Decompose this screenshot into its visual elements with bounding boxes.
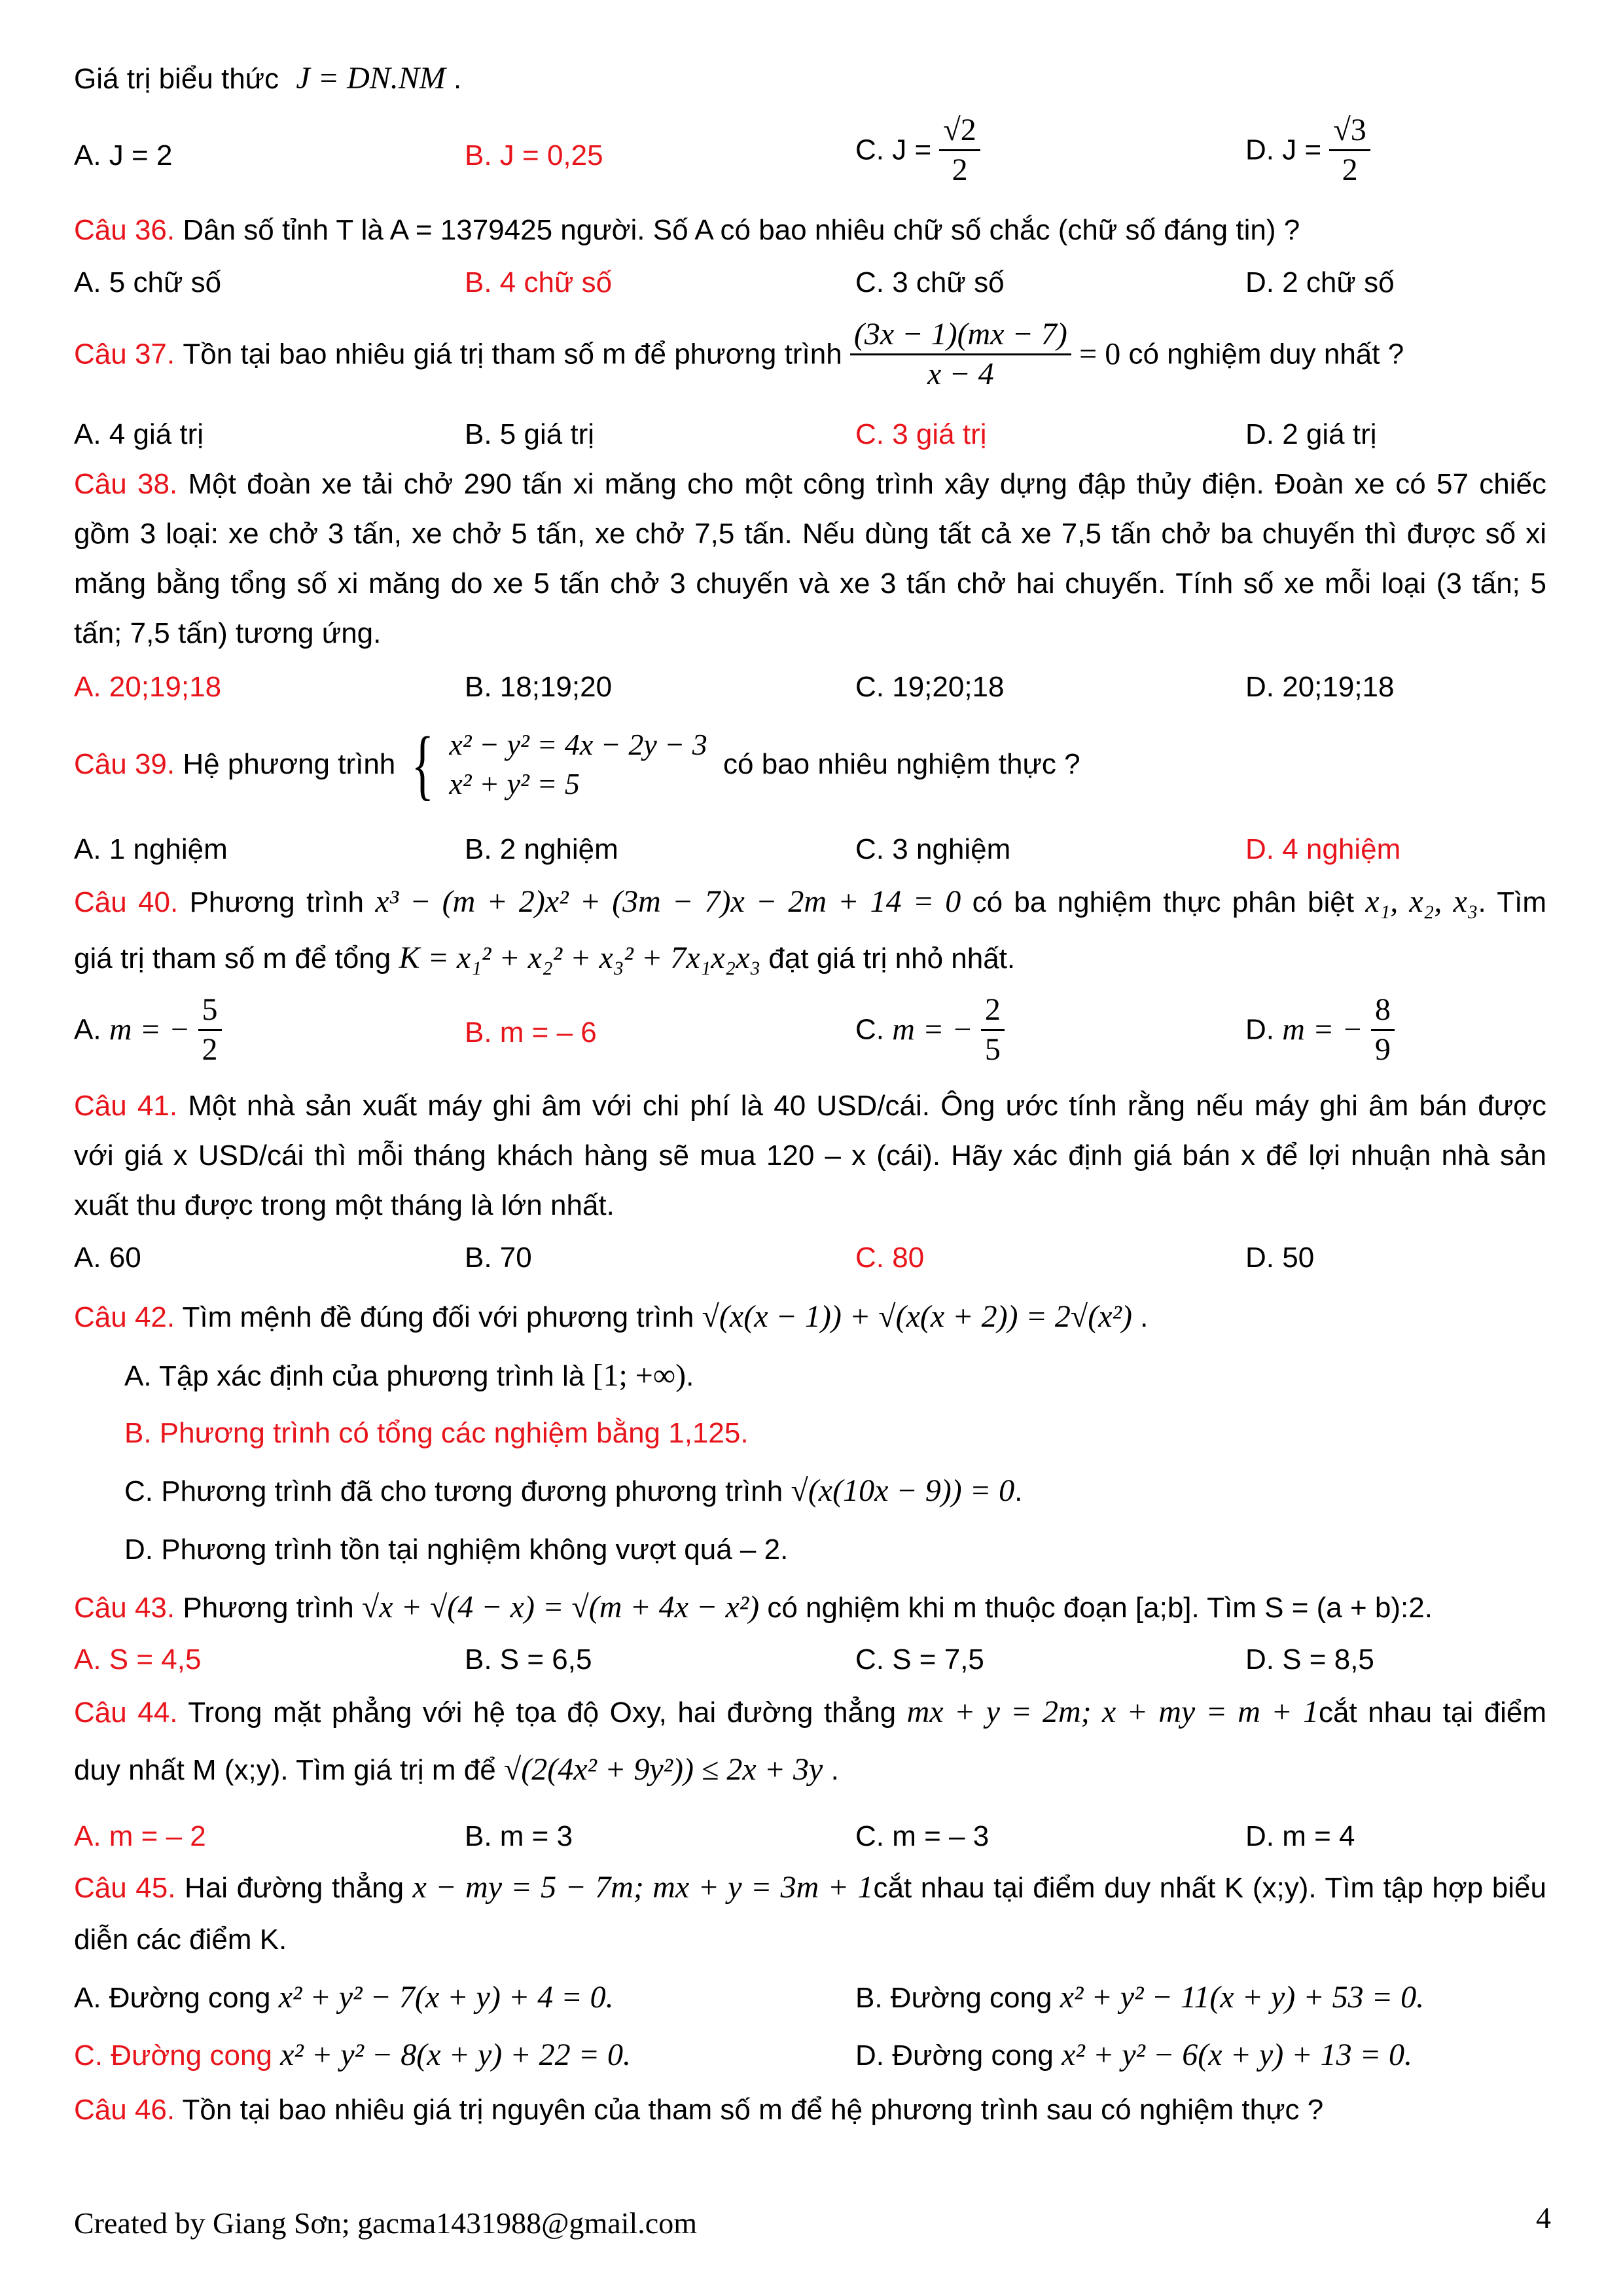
q44-option-a: A. m = – 2 <box>74 1820 206 1852</box>
q41-option-c: C. 80 <box>855 1242 925 1274</box>
fraction: $\frac{2}{5}$ <box>981 991 1005 1069</box>
footer-credit: Created by Giang Sơn; gacma1431988@gmail.com <box>74 2206 697 2240</box>
q37-option-c: C. 3 giá trị <box>855 418 987 450</box>
q42-stem: Câu 42. Tìm mệnh đề đúng đối với phương trình √(x(x − 1)) + √(x(x + 2)) = 2√(x²) . <box>74 1299 1149 1334</box>
fraction: $\frac{√3}{2}$ <box>1329 111 1370 189</box>
q41-option-d: D. 50 <box>1245 1242 1315 1274</box>
page-number: 4 <box>1536 2201 1551 2234</box>
q40-option-a: A. m = − $\frac{5}{2}$ <box>74 991 222 1069</box>
sum-expression: K = x₁² + x₂² + x₃² + 7x₁x₂x₃ <box>399 941 761 975</box>
line-equations: mx + y = 2m; x + my = m + 1 <box>906 1695 1319 1729</box>
q44-option-c: C. m = – 3 <box>855 1820 990 1852</box>
q45-stem-line2: diễn các điểm K. <box>74 1924 287 1956</box>
q46-stem: Câu 46. Tồn tại bao nhiêu giá trị nguyên của tham số m để hệ phương trình sau có nghiệm thực ? <box>74 2094 1324 2126</box>
radical-equation: √(x(x − 1)) + √(x(x + 2)) = 2√(x²) <box>702 1299 1132 1334</box>
q36-option-b: B. 4 chữ số <box>465 266 613 298</box>
q35-option-a: A. J = 2 <box>74 139 173 171</box>
q36-option-c: C. 3 chữ số <box>855 266 1005 298</box>
vector-expression: J = DN.NM <box>296 61 446 96</box>
q38-option-a: A. 20;19;18 <box>74 671 222 703</box>
q41-option-a: A. 60 <box>74 1242 141 1274</box>
fraction: $\frac{(3x - 1)(mx - 7)}{x - 4}$ <box>850 315 1071 393</box>
q36-option-d: D. 2 chữ số <box>1245 266 1395 298</box>
q35-option-b: B. J = 0,25 <box>465 139 603 171</box>
fraction: $\frac{√2}{2}$ <box>939 111 980 189</box>
q40-option-b: B. m = – 6 <box>465 1016 597 1049</box>
q35-option-d: D. J = $\frac{√3}{2}$ <box>1245 111 1370 189</box>
fraction: $\frac{8}{9}$ <box>1371 991 1395 1069</box>
q45-stem-line1: Câu 45. Hai đường thẳng x − my = 5 − 7m; mx + y = 3m + 1cắt nhau tại điểm duy nhất K (x;y). Tìm tập hợp biểu <box>74 1870 1546 1905</box>
question-number: Câu 42. <box>74 1301 175 1333</box>
equation-system: x² − y² = 4x − 2y − 3 x² + y² = 5 <box>449 728 707 800</box>
q37-option-b: B. 5 giá trị <box>465 418 595 450</box>
q44-option-b: B. m = 3 <box>465 1820 573 1852</box>
question-number: Câu 37. <box>74 338 175 370</box>
q40-option-c: C. m = − $\frac{2}{5}$ <box>855 991 1005 1069</box>
question-number: Câu 40. <box>74 886 179 918</box>
radical-equation: √x + √(4 − x) = √(m + 4x − x²) <box>361 1590 760 1624</box>
cubic-equation: x³ − (m + 2)x² + (3m − 7)x − 2m + 14 = 0 <box>375 884 961 919</box>
question-number: Câu 45. <box>74 1872 176 1904</box>
q42-option-a: A. Tập xác định của phương trình là [1; +∞). <box>124 1358 694 1393</box>
fraction: $\frac{5}{2}$ <box>198 991 222 1069</box>
q38-stem-line3: măng bằng tổng số xi măng do xe 5 tấn chở 3 chuyến và xe 3 tấn chở hai chuyến. Tính số xe mỗi loại (3 tấn; 5 <box>74 567 1546 600</box>
line-equations: x − my = 5 − 7m; mx + y = 3m + 1 <box>412 1870 874 1905</box>
q39-option-d: D. 4 nghiệm <box>1245 833 1401 865</box>
system-brace: { <box>411 721 434 808</box>
q41-stem-line1: Câu 41. Một nhà sản xuất máy ghi âm với chi phí là 40 USD/cái. Ông ước tính rằng nếu máy ghi âm bán được <box>74 1090 1546 1122</box>
q44-stem-line1: Câu 44. Trong mặt phẳng với hệ tọa độ Oxy, hai đường thẳng mx + y = 2m; x + my = m + 1cắt nhau tại điểm <box>74 1695 1547 1729</box>
q41-stem-line2: với giá x USD/cái thì mỗi tháng khách hàng sẽ mua 120 – x (cái). Hãy xác định giá bán x để lợi nhuận nhà sản <box>74 1139 1546 1172</box>
q37-option-d: D. 2 giá trị <box>1245 418 1377 450</box>
q38-option-c: C. 19;20;18 <box>855 671 1005 703</box>
q44-stem-line2: duy nhất M (x;y). Tìm giá trị m để √(2(4x² + 9y²)) ≤ 2x + 3y . <box>74 1752 839 1787</box>
q45-option-c: C. Đường cong x² + y² − 8(x + y) + 22 = 0. <box>74 2037 632 2072</box>
q42-option-b: B. Phương trình có tổng các nghiệm bằng 1,125. <box>124 1417 749 1449</box>
q44-option-d: D. m = 4 <box>1245 1820 1355 1852</box>
q43-option-b: B. S = 6,5 <box>465 1643 592 1676</box>
question-number: Câu 38. <box>74 468 178 500</box>
question-number: Câu 36. <box>74 214 175 246</box>
q38-stem-line4: tấn; 7,5 tấn) tương ứng. <box>74 617 382 649</box>
q42-option-d: D. Phương trình tồn tại nghiệm không vượt quá – 2. <box>124 1534 789 1566</box>
q40-stem-line1: Câu 40. Phương trình x³ − (m + 2)x² + (3m − 7)x − 2m + 14 = 0 có ba nghiệm thực phân biệt x₁, x₂, x₃. Tìm <box>74 884 1547 919</box>
question-number: Câu 41. <box>74 1090 178 1122</box>
q37-option-a: A. 4 giá trị <box>74 418 204 450</box>
q39-option-b: B. 2 nghiệm <box>465 833 618 865</box>
q35-stem: Giá trị biểu thức J = DN.NM . <box>74 61 462 96</box>
q45-option-a: A. Đường cong x² + y² − 7(x + y) + 4 = 0. <box>74 1980 614 2015</box>
q37-stem: Câu 37. Tồn tại bao nhiêu giá trị tham số m để phương trình $\frac{(3x - 1)(mx - 7)}{x - 4}$ = 0 có nghiệm duy nhất ? <box>74 315 1546 393</box>
q39-option-a: A. 1 nghiệm <box>74 833 228 865</box>
question-number: Câu 46. <box>74 2094 175 2126</box>
q39-stem: Câu 39. Hệ phương trình { x² − y² = 4x − 2y − 3 x² + y² = 5 có bao nhiêu nghiệm thực ? <box>74 721 1080 808</box>
question-number: Câu 43. <box>74 1592 175 1624</box>
q43-option-a: A. S = 4,5 <box>74 1643 202 1676</box>
q36-stem: Câu 36. Dân số tỉnh T là A = 1379425 người. Số A có bao nhiêu chữ số chắc (chữ số đáng tin) ? <box>74 214 1300 246</box>
q41-option-b: B. 70 <box>465 1242 532 1274</box>
question-number: Câu 39. <box>74 748 175 780</box>
q35-option-c: C. J = $\frac{√2}{2}$ <box>855 111 980 189</box>
q36-option-a: A. 5 chữ số <box>74 266 222 298</box>
q41-stem-line3: xuất thu được trong một tháng là lớn nhất. <box>74 1189 615 1221</box>
q45-option-d: D. Đường cong x² + y² − 6(x + y) + 13 = 0. <box>855 2037 1413 2072</box>
q40-stem-line2: giá trị tham số m để tổng K = x₁² + x₂² + x₃² + 7x₁x₂x₃ đạt giá trị nhỏ nhất. <box>74 941 1016 975</box>
q43-option-c: C. S = 7,5 <box>855 1643 984 1676</box>
q43-option-d: D. S = 8,5 <box>1245 1643 1374 1676</box>
question-number: Câu 44. <box>74 1696 178 1729</box>
inequality: √(2(4x² + 9y²)) ≤ 2x + 3y <box>503 1752 823 1787</box>
q38-option-b: B. 18;19;20 <box>465 671 613 703</box>
q40-option-d: D. m = − $\frac{8}{9}$ <box>1245 991 1395 1069</box>
q38-option-d: D. 20;19;18 <box>1245 671 1395 703</box>
q39-option-c: C. 3 nghiệm <box>855 833 1011 865</box>
q42-option-c: C. Phương trình đã cho tương đương phương trình √(x(10x − 9)) = 0. <box>124 1473 1023 1508</box>
q38-stem-line2: gồm 3 loại: xe chở 3 tấn, xe chở 5 tấn, xe chở 7,5 tấn. Nếu dùng tất cả xe 7,5 tấn chở ba chuyến thì được số xi <box>74 518 1546 550</box>
q38-stem-line1: Câu 38. Một đoàn xe tải chở 290 tấn xi măng cho một công trình xây dựng đập thủy điện. Đoàn xe có 57 chiếc <box>74 468 1547 500</box>
q43-stem: Câu 43. Phương trình √x + √(4 − x) = √(m + 4x − x²) có nghiệm khi m thuộc đoạn [a;b]. Tìm S = (a + b):2. <box>74 1590 1433 1624</box>
q45-option-b: B. Đường cong x² + y² − 11(x + y) + 53 = 0. <box>855 1980 1425 2015</box>
